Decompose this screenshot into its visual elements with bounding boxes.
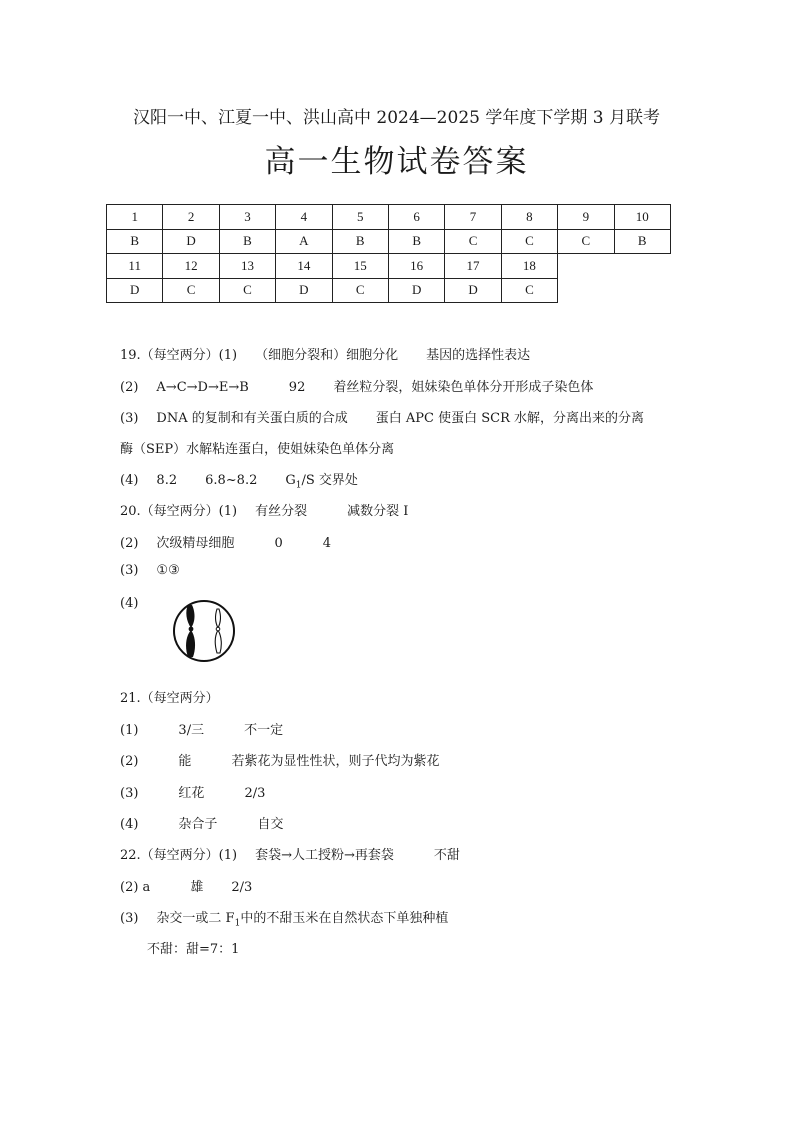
answer-text: 2/3 — [244, 786, 266, 801]
answer-cell: D — [276, 278, 332, 303]
question-number: 17 — [445, 254, 501, 279]
sub-label: (2) — [120, 380, 139, 395]
answer-text: DNA 的复制和有关蛋白质的合成 — [156, 411, 348, 426]
answer-text: （细胞分裂和）细胞分化 — [255, 348, 399, 363]
answer-text: /S 交界处 — [301, 473, 358, 488]
sub-label: (3) — [120, 911, 139, 926]
answer-text: 减数分裂 I — [347, 504, 409, 519]
sub-label: (2) — [120, 536, 139, 551]
subscript: 1 — [295, 480, 302, 491]
q20-label: 20.（每空两分）(1) — [120, 504, 238, 519]
page-title: 高一生物试卷答案 — [264, 144, 529, 180]
answer-cell: A — [276, 229, 332, 254]
answer-text: 红花 — [178, 786, 205, 801]
answer-text: 能 — [178, 754, 192, 769]
answer-cell: C — [332, 278, 388, 303]
empty-cell — [558, 254, 614, 279]
table-row — [107, 254, 671, 279]
question-number: 11 — [107, 254, 163, 279]
q20-line-2 — [120, 532, 331, 551]
table-row — [107, 205, 671, 230]
answer-cell: D — [107, 278, 163, 303]
answer-cell: D — [388, 278, 444, 303]
question-number: 6 — [388, 205, 444, 230]
question-number: 18 — [501, 254, 557, 279]
answer-text: 2/3 — [231, 880, 253, 895]
sub-label: (4) — [120, 473, 139, 488]
answer-text: 杂合子 — [178, 817, 218, 832]
table-row — [107, 229, 671, 254]
answer-text: 次级精母细胞 — [156, 536, 235, 551]
q21-line-2 — [120, 750, 439, 769]
q21-line-3 — [120, 782, 265, 801]
sub-label: (3) — [120, 786, 139, 801]
question-number: 15 — [332, 254, 388, 279]
answer-text: 蛋白 APC 使蛋白 SCR 水解，分离出来的分离 — [375, 411, 645, 426]
answer-cell: C — [163, 278, 219, 303]
answer-cell: D — [445, 278, 501, 303]
empty-cell — [558, 278, 614, 303]
question-number: 16 — [388, 254, 444, 279]
answer-text: 雄 — [190, 880, 204, 895]
q21-line-0: 21.（每空两分） — [120, 691, 219, 706]
answer-cell: B — [219, 229, 275, 254]
answer-text: 8.2 — [156, 473, 178, 488]
question-number: 9 — [558, 205, 614, 230]
question-number: 4 — [276, 205, 332, 230]
q19-line-3 — [120, 407, 644, 426]
cell-chromosome-diagram — [172, 599, 236, 663]
empty-cell — [614, 254, 670, 279]
answer-text: A→C→D→E→B — [156, 380, 249, 395]
question-number: 3 — [219, 205, 275, 230]
cell-membrane — [174, 601, 234, 661]
answer-cell: B — [614, 229, 670, 254]
subscript: 1 — [234, 918, 241, 929]
q21-line-1 — [120, 719, 283, 738]
answer-table — [106, 204, 671, 303]
answer-cell: B — [332, 229, 388, 254]
answer-cell: C — [558, 229, 614, 254]
answer-text: 不甜 — [433, 848, 460, 863]
answer-text: 有丝分裂 — [255, 504, 308, 519]
answer-text: 4 — [322, 536, 331, 551]
answer-text: 92 — [288, 380, 306, 395]
question-number: 14 — [276, 254, 332, 279]
answer-text: 6.8~8.2 — [205, 473, 258, 488]
answer-cell: D — [163, 229, 219, 254]
answer-text: 着丝粒分裂，姐妹染色单体分开形成子染色体 — [333, 380, 594, 395]
answer-text: 3/三 — [178, 723, 205, 738]
answer-cell: C — [445, 229, 501, 254]
sub-label: (2) — [120, 754, 139, 769]
answer-text: 杂交一或二 F — [156, 911, 235, 926]
question-number: 7 — [445, 205, 501, 230]
q20-line-4: (4) — [120, 596, 139, 611]
table-row — [107, 278, 671, 303]
dark-chromosome — [186, 605, 195, 657]
sub-label: (1) — [120, 723, 139, 738]
answer-cell: C — [219, 278, 275, 303]
sub-label: (3) — [120, 411, 139, 426]
question-number: 10 — [614, 205, 670, 230]
answer-text: G — [285, 473, 296, 488]
question-number: 8 — [501, 205, 557, 230]
question-number: 12 — [163, 254, 219, 279]
q19-label: 19.（每空两分）(1) — [120, 348, 238, 363]
answer-text: 套袋→人工授粉→再套袋 — [255, 848, 394, 863]
exam-header: 汉阳一中、江夏一中、洪山高中 2024—2025 学年度下学期 3 月联考 — [133, 108, 660, 128]
q22-line-4: 不甜：甜=7：1 — [147, 942, 240, 957]
answer-text: 自交 — [257, 817, 284, 832]
answer-text: 中的不甜玉米在自然状态下单独种植 — [240, 911, 449, 926]
answer-cell: C — [501, 229, 557, 254]
q21-line-4 — [120, 813, 283, 832]
question-number: 2 — [163, 205, 219, 230]
q22-label: 22.（每空两分）(1) — [120, 848, 238, 863]
question-number: 5 — [332, 205, 388, 230]
q19-line-2 — [120, 376, 593, 395]
answer-text: 基因的选择性表达 — [426, 348, 531, 363]
answer-text: 不一定 — [244, 723, 284, 738]
answer-cell: C — [501, 278, 557, 303]
answer-cell: B — [388, 229, 444, 254]
sub-label: (4) — [120, 817, 139, 832]
empty-cell — [614, 278, 670, 303]
q19-line-4: 酶（SEP）水解粘连蛋白，使姐妹染色单体分离 — [120, 442, 395, 457]
q22-line-3 — [120, 907, 448, 929]
light-chromosome — [215, 609, 221, 653]
q22-line-2 — [120, 876, 252, 895]
sub-label: (2) a — [120, 880, 151, 895]
question-number: 13 — [219, 254, 275, 279]
answer-cell: B — [107, 229, 163, 254]
q19-line-5 — [120, 469, 358, 491]
q20-line-3 — [120, 563, 180, 578]
sub-label: (3) — [120, 563, 139, 578]
answer-text: 0 — [274, 536, 283, 551]
q22-line-1 — [120, 844, 460, 863]
answer-text: ①③ — [156, 563, 180, 578]
question-number: 1 — [107, 205, 163, 230]
q20-line-1 — [120, 500, 408, 519]
answer-text: 若紫花为显性性状，则子代均为紫花 — [231, 754, 440, 769]
q19-line-1 — [120, 344, 530, 363]
